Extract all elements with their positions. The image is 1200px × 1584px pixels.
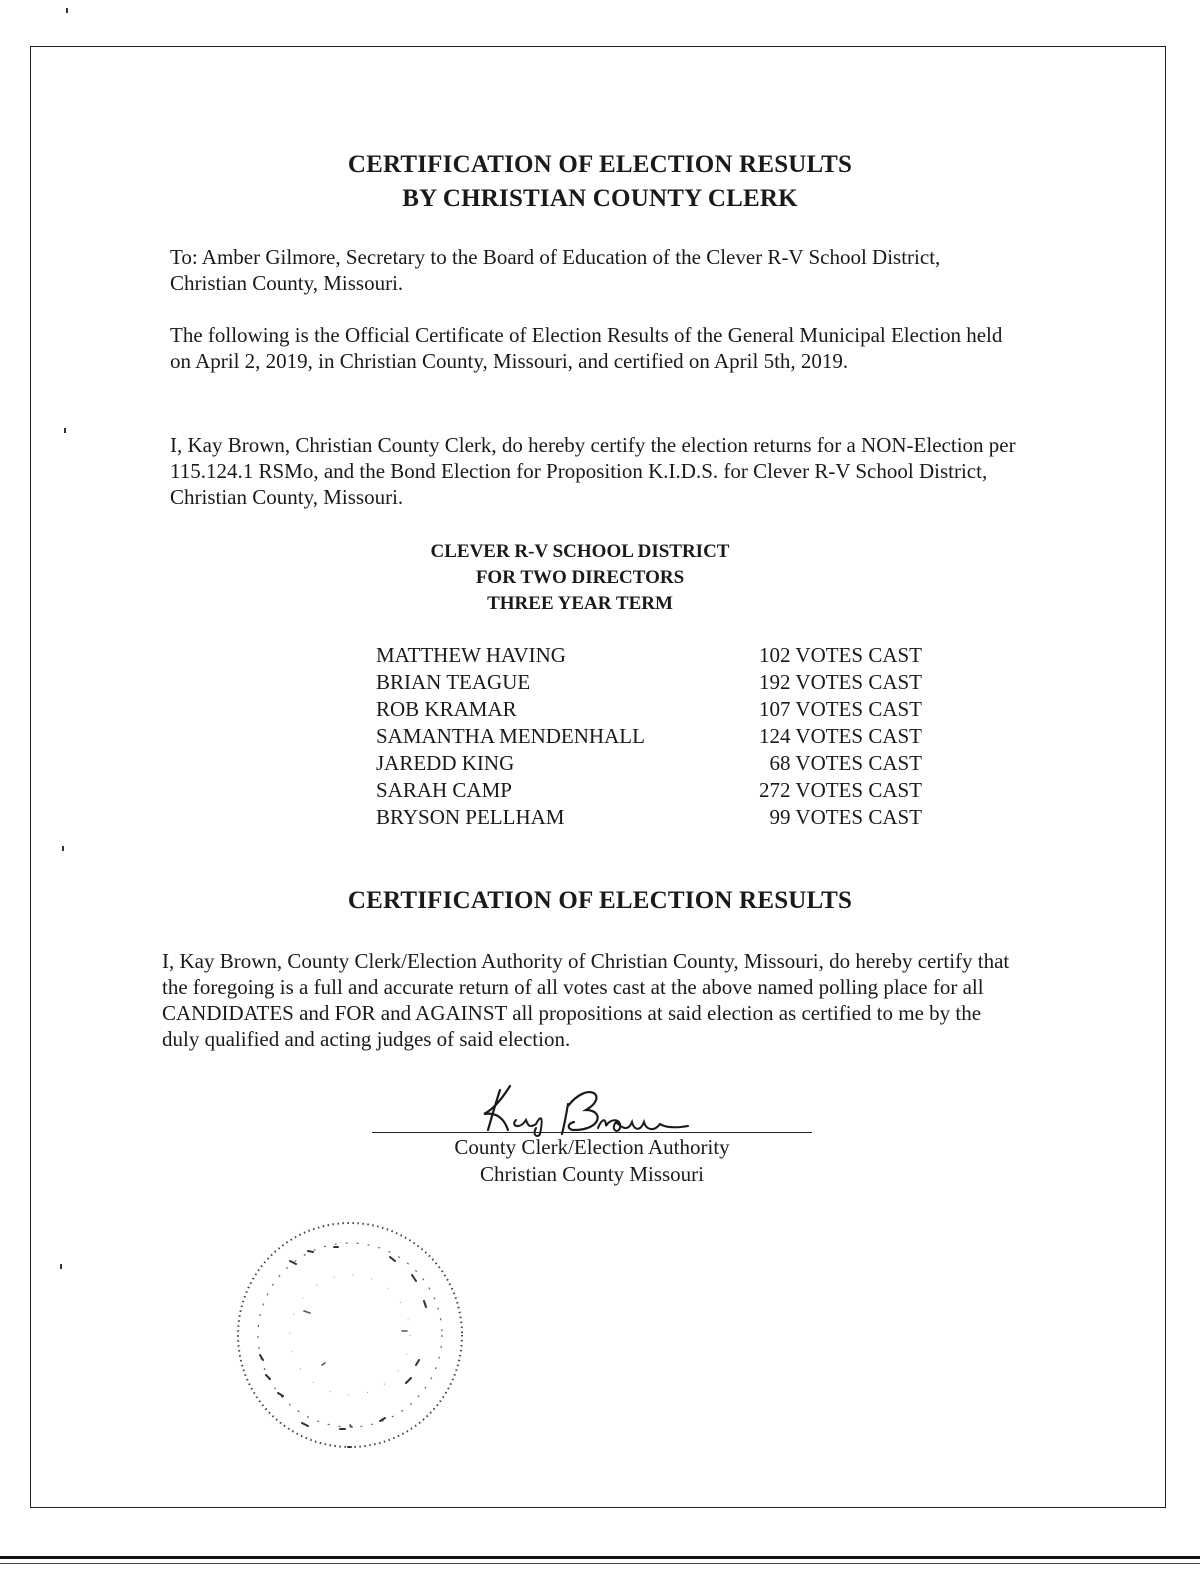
candidate-name: SAMANTHA MENDENHALL bbox=[376, 724, 645, 748]
candidate-name: BRYSON PELLHAM bbox=[376, 805, 565, 829]
result-row bbox=[376, 696, 936, 723]
signature bbox=[470, 1076, 720, 1140]
office-heading: FOR TWO DIRECTORS bbox=[475, 567, 685, 588]
candidate-name: SARAH CAMP bbox=[376, 778, 512, 802]
scan-mark bbox=[64, 428, 66, 433]
vote-count: 102 VOTES CAST bbox=[759, 643, 922, 667]
embossed-seal bbox=[230, 1215, 490, 1475]
document-title: CERTIFICATION OF ELECTION RESULTS bbox=[347, 151, 853, 178]
document-subtitle: BY CHRISTIAN COUNTY CLERK bbox=[402, 185, 798, 212]
scan-mark bbox=[60, 1264, 62, 1269]
certify-paragraph: I, Kay Brown, Christian County Clerk, do hereby certify the election returns for a NON-Election per 115.124.1 RSMo, and the Bond Election for Proposition K.I.D.S. for Clever R-V School District, Christian County, Missouri. bbox=[170, 433, 1016, 509]
result-row bbox=[376, 642, 936, 669]
term-heading: THREE YEAR TERM bbox=[487, 593, 673, 614]
result-row bbox=[376, 750, 936, 777]
candidate-name: BRIAN TEAGUE bbox=[376, 670, 531, 694]
result-row bbox=[376, 669, 936, 696]
candidate-name: MATTHEW HAVING bbox=[376, 643, 566, 667]
candidate-name: ROB KRAMAR bbox=[376, 697, 517, 721]
result-row bbox=[376, 804, 936, 831]
vote-count: 192 VOTES CAST bbox=[759, 670, 922, 694]
signer-county: Christian County Missouri bbox=[479, 1162, 705, 1186]
vote-count: 272 VOTES CAST bbox=[759, 778, 922, 802]
addressee-paragraph: To: Amber Gilmore, Secretary to the Board of Education of the Clever R-V School District, Christian County, Missouri. bbox=[170, 245, 941, 295]
scan-mark bbox=[62, 846, 64, 851]
bottom-rule-thin bbox=[0, 1563, 1200, 1564]
certification-title: CERTIFICATION OF ELECTION RESULTS bbox=[347, 887, 853, 914]
candidate-name: JAREDD KING bbox=[376, 751, 515, 775]
certification-paragraph: I, Kay Brown, County Clerk/Election Authority of Christian County, Missouri, do hereby certify that the foregoing is a full and accurate return of all votes cast at the above named polling place for all CANDIDATES and FOR and AGAINST all propositions at said election as certified to me by the duly qualified and acting judges of said election. bbox=[162, 949, 1010, 1051]
vote-count: 68 VOTES CAST bbox=[769, 751, 922, 775]
vote-count: 107 VOTES CAST bbox=[759, 697, 922, 721]
signer-title: County Clerk/Election Authority bbox=[454, 1135, 730, 1159]
signature-line bbox=[372, 1132, 812, 1133]
intro-paragraph: The following is the Official Certificate of Election Results of the General Municipal Election held on April 2, 2019, in Christian County, Missouri, and certified on April 5th, 2019. bbox=[170, 323, 1003, 373]
results-table bbox=[376, 642, 936, 831]
result-row bbox=[376, 723, 936, 750]
vote-count: 124 VOTES CAST bbox=[759, 724, 922, 748]
scan-mark bbox=[66, 8, 68, 13]
vote-count: 99 VOTES CAST bbox=[769, 805, 922, 829]
result-row bbox=[376, 777, 936, 804]
bottom-rule bbox=[0, 1556, 1200, 1559]
district-heading: CLEVER R-V SCHOOL DISTRICT bbox=[430, 541, 730, 562]
